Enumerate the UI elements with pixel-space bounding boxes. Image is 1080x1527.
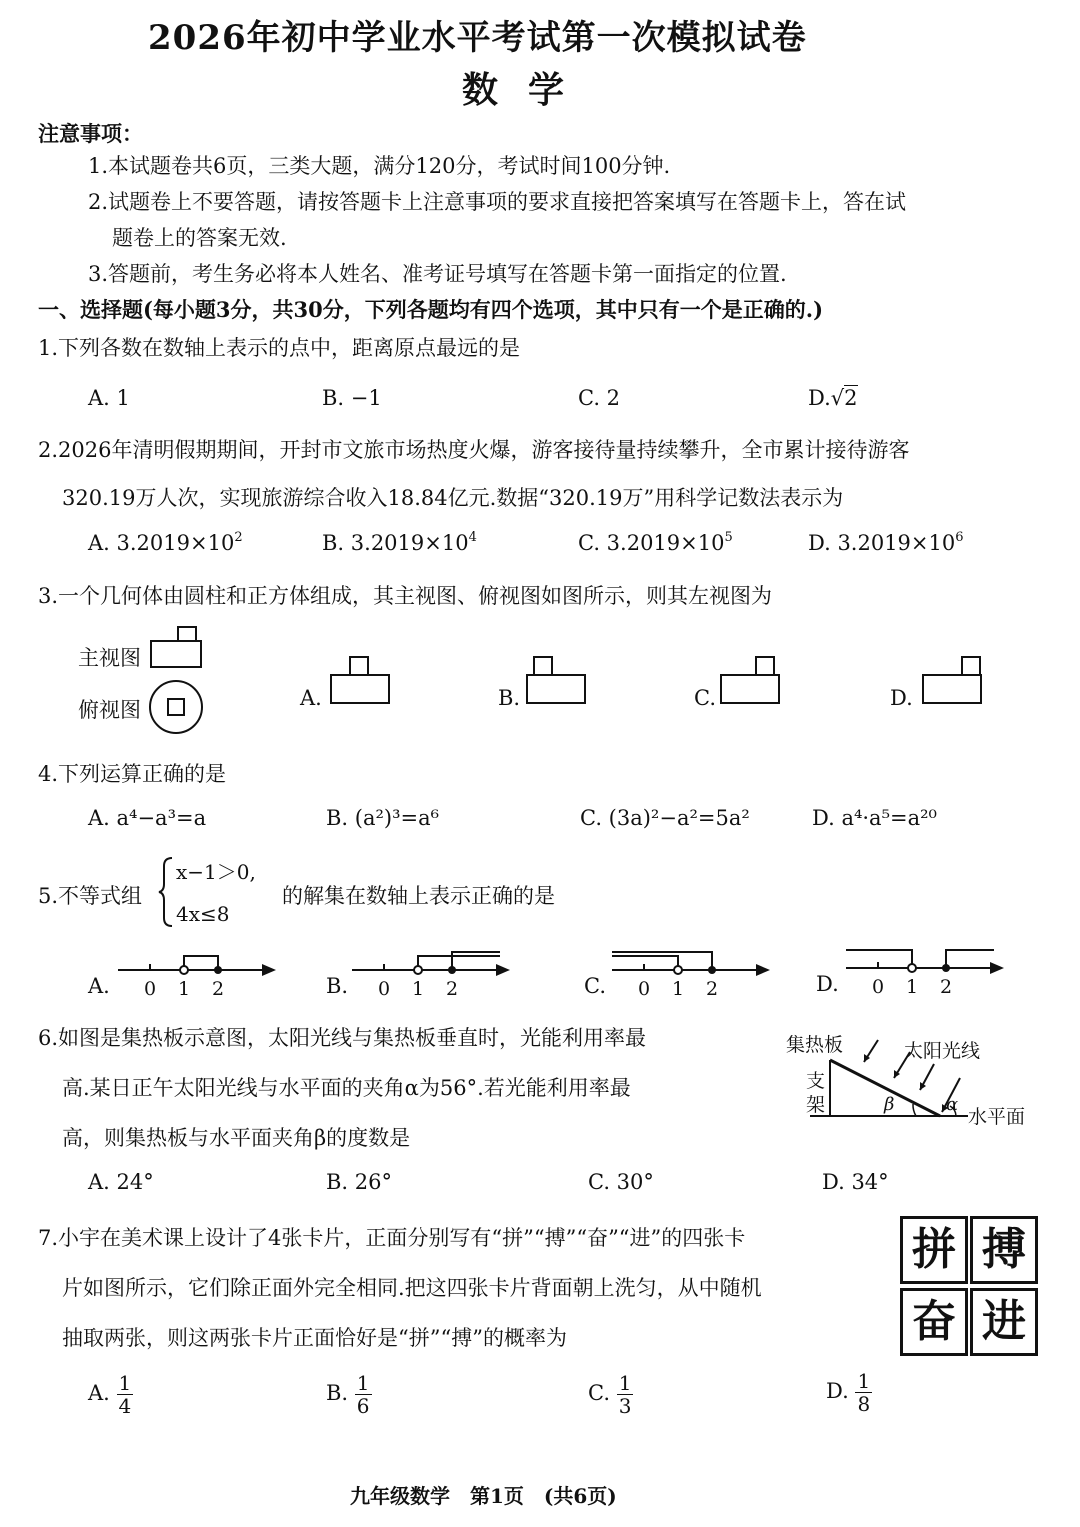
q5-option-a-numberline[interactable] <box>118 948 278 998</box>
q2-option-b[interactable] <box>322 530 477 555</box>
q6-option-b[interactable]: B. 26° <box>326 1170 393 1194</box>
q6-option-a[interactable]: A. 24° <box>88 1170 154 1194</box>
notice-heading: 注意事项： <box>38 121 143 146</box>
q2-stem-line1: 2.2026年清明假期期间，开封市文旅市场热度火爆，游客接待量持续攀升，全市累计接待游客 <box>38 438 910 462</box>
q7-d-num: 1 <box>857 1369 871 1393</box>
q7-d-fraction <box>855 1370 872 1415</box>
q2-b-text: B. 3.2019×10 <box>322 531 469 555</box>
q7-b-label: B. <box>326 1381 349 1405</box>
q5-option-d-numberline[interactable] <box>846 946 1006 996</box>
q7-stem-line1: 7.小宇在美术课上设计了4张卡片，正面分别写有“拼”“搏”“奋”“进”的四张卡 <box>38 1226 746 1250</box>
q4-option-a[interactable]: A. a⁴−a³=a <box>88 806 207 830</box>
q2-option-d[interactable] <box>808 530 964 555</box>
q4-option-c[interactable]: C. (3a)²−a²=5a² <box>580 806 750 830</box>
q7-stem-line2: 片如图所示，它们除正面外完全相同.把这四张卡片背面朝上洗匀，从中随机 <box>62 1276 762 1300</box>
q1-option-c[interactable]: C. 2 <box>578 386 621 410</box>
q1-option-d[interactable] <box>808 386 858 410</box>
q6-fig-label-support-1: 支 <box>806 1070 826 1092</box>
q7-b-fraction <box>355 1372 372 1417</box>
q3-option-c-label[interactable]: C. <box>694 686 716 710</box>
q5-b-tick-1: 1 <box>412 978 425 1000</box>
q7-card-3: 奋 <box>900 1288 968 1356</box>
q6-option-d[interactable]: D. 34° <box>822 1170 889 1194</box>
q6-stem-line1: 6.如图是集热板示意图，太阳光线与集热板垂直时，光能利用率最 <box>38 1026 647 1050</box>
q7-stem-line3: 抽取两张，则这两张卡片正面恰好是“拼”“搏”的概率为 <box>62 1326 567 1350</box>
q7-a-label: A. <box>88 1381 110 1405</box>
q1-option-d-value: 2 <box>844 386 858 410</box>
q6-fig-label-support-2: 架 <box>806 1094 826 1116</box>
q6-fig-label-beta: β <box>884 1094 895 1115</box>
q6-option-c[interactable]: C. 30° <box>588 1170 654 1194</box>
q5-suffix: 的解集在数轴上表示正确的是 <box>282 884 555 908</box>
q3-top-view-figure <box>148 680 208 736</box>
page-footer: 九年级数学 第1页 (共6页) <box>350 1484 617 1508</box>
q5-brace <box>158 856 174 928</box>
q5-option-b-label[interactable]: B. <box>326 974 349 998</box>
sqrt-symbol: √ <box>830 386 845 410</box>
q1-stem: 1.下列各数在数轴上表示的点中，距离原点最远的是 <box>38 336 521 360</box>
q3-main-view-figure <box>150 626 210 670</box>
q7-c-fraction <box>617 1372 634 1417</box>
q1-option-a[interactable]: A. 1 <box>88 386 130 410</box>
q7-b-den: 6 <box>356 1394 370 1418</box>
q5-a-tick-1: 1 <box>178 978 191 1000</box>
notice-item-2-cont: 题卷上的答案无效. <box>112 226 287 250</box>
q3-option-a-label[interactable]: A. <box>300 686 322 710</box>
q7-c-num: 1 <box>618 1371 632 1395</box>
q2-b-exp: 4 <box>468 530 477 545</box>
q5-d-tick-0: 0 <box>872 976 885 998</box>
q7-option-c[interactable] <box>588 1372 633 1417</box>
q7-c-label: C. <box>588 1381 610 1405</box>
q6-stem-line3: 高，则集热板与水平面夹角β的度数是 <box>62 1126 411 1150</box>
q1-option-d-label: D. <box>808 386 831 410</box>
q7-card-1: 拼 <box>900 1216 968 1284</box>
q5-d-tick-1: 1 <box>906 976 919 998</box>
q2-stem-line2: 320.19万人次，实现旅游综合收入18.84亿元.数据“320.19万”用科学记数法表示为 <box>62 486 844 510</box>
q6-fig-label-sun: 太阳光线 <box>904 1040 981 1062</box>
notice-item-3: 3.答题前，考生务必将本人姓名、准考证号填写在答题卡第一面指定的位置. <box>88 262 787 286</box>
q7-card-4: 进 <box>970 1288 1038 1356</box>
q7-b-num: 1 <box>356 1371 370 1395</box>
q5-option-d-label[interactable]: D. <box>816 972 839 996</box>
q5-option-c-numberline[interactable] <box>612 948 772 998</box>
q3-stem: 3.一个几何体由圆柱和正方体组成，其主视图、俯视图如图所示，则其左视图为 <box>38 584 773 608</box>
q7-d-den: 8 <box>857 1392 871 1416</box>
q7-a-fraction <box>117 1372 134 1417</box>
q2-c-exp: 5 <box>724 530 733 545</box>
notice-item-2: 2.试题卷上不要答题，请按答题卡上注意事项的要求直接把答案填写在答题卡上，答在试 <box>88 190 907 214</box>
q3-option-b-label[interactable]: B. <box>498 686 521 710</box>
q7-option-a[interactable] <box>88 1372 133 1417</box>
q3-option-d-label[interactable]: D. <box>890 686 913 710</box>
q5-b-tick-2: 2 <box>446 978 459 1000</box>
q2-a-text: A. 3.2019×10 <box>88 531 235 555</box>
q5-a-tick-0: 0 <box>144 978 157 1000</box>
q2-d-exp: 6 <box>955 530 964 545</box>
q7-option-d[interactable] <box>826 1370 872 1415</box>
q2-c-text: C. 3.2019×10 <box>578 531 725 555</box>
q7-a-den: 4 <box>118 1394 132 1418</box>
q7-a-num: 1 <box>118 1371 132 1395</box>
q2-option-c[interactable] <box>578 530 733 555</box>
q7-c-den: 3 <box>618 1394 632 1418</box>
q3-option-d-figure[interactable] <box>922 656 984 706</box>
subject-title: 数学 <box>462 69 595 111</box>
q3-main-view-label: 主视图 <box>78 646 141 670</box>
q4-stem: 4.下列运算正确的是 <box>38 762 227 786</box>
q6-fig-label-board: 集热板 <box>786 1034 844 1056</box>
q3-option-a-figure[interactable] <box>330 656 392 706</box>
q2-a-exp: 2 <box>234 530 243 545</box>
q3-option-c-figure[interactable] <box>720 656 782 706</box>
q5-c-tick-2: 2 <box>706 978 719 1000</box>
q5-option-b-numberline[interactable] <box>352 948 512 998</box>
q4-option-b[interactable]: B. (a²)³=a⁶ <box>326 806 440 830</box>
q5-d-tick-2: 2 <box>940 976 953 998</box>
q5-inequality-1: x−1＞0, <box>176 860 256 884</box>
q6-fig-label-ground: 水平面 <box>968 1106 1026 1128</box>
q5-option-a-label[interactable]: A. <box>88 974 110 998</box>
q3-option-b-figure[interactable] <box>526 656 588 706</box>
q7-card-2: 搏 <box>970 1216 1038 1284</box>
q2-d-text: D. 3.2019×10 <box>808 531 956 555</box>
q2-option-a[interactable] <box>88 530 243 555</box>
q5-c-tick-0: 0 <box>638 978 651 1000</box>
q6-stem-line2: 高.某日正午太阳光线与水平面的夹角α为56°.若光能利用率最 <box>62 1076 631 1100</box>
exam-title: 2026年初中学业水平考试第一次模拟试卷 <box>148 18 807 58</box>
q6-fig-label-alpha: α <box>946 1094 959 1115</box>
section-heading: 一、选择题(每小题3分，共30分，下列各题均有四个选项，其中只有一个是正确的.) <box>38 297 824 322</box>
q5-prefix: 5.不等式组 <box>38 884 143 908</box>
q5-option-c-label[interactable]: C. <box>584 974 606 998</box>
q4-option-d[interactable]: D. a⁴·a⁵=a²⁰ <box>812 806 937 830</box>
q5-c-tick-1: 1 <box>672 978 685 1000</box>
q1-option-b[interactable]: B. −1 <box>322 386 382 410</box>
q7-option-b[interactable] <box>326 1372 372 1417</box>
notice-item-1: 1.本试题卷共6页，三类大题，满分120分，考试时间100分钟. <box>88 154 671 178</box>
q7-d-label: D. <box>826 1379 849 1403</box>
q5-a-tick-2: 2 <box>212 978 225 1000</box>
q3-top-view-label: 俯视图 <box>78 698 141 722</box>
q5-b-tick-0: 0 <box>378 978 391 1000</box>
q5-inequality-2: 4x≤8 <box>176 902 230 926</box>
